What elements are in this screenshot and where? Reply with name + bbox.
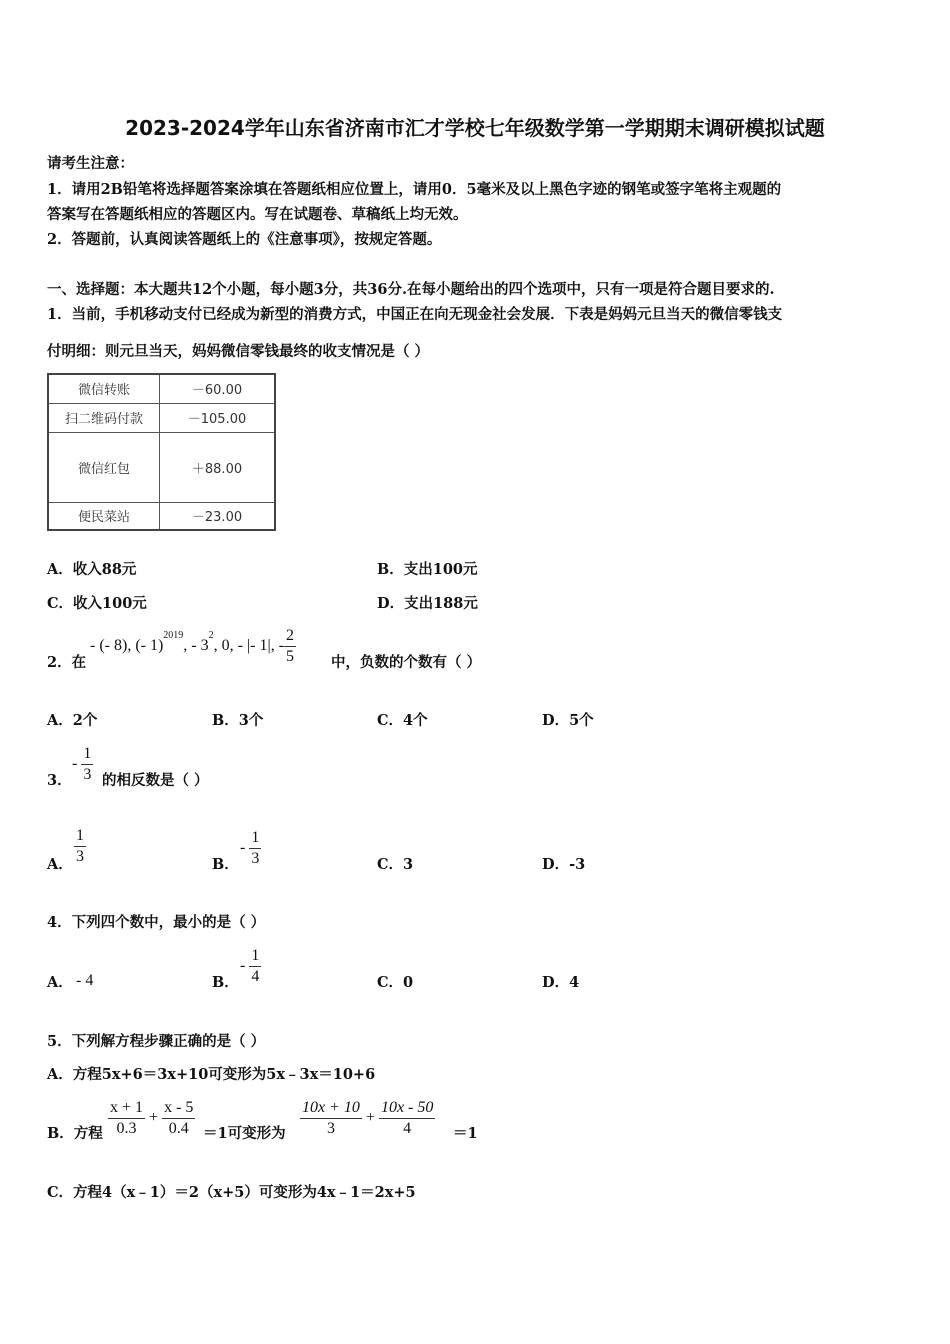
q3-a-den: 3 bbox=[76, 848, 84, 865]
q3-option-b bbox=[240, 826, 261, 870]
q2-prefix: 2．在 bbox=[47, 654, 87, 671]
q4-stem: 4．下列四个数中，最小的是（ ） bbox=[47, 914, 266, 931]
table-row bbox=[48, 502, 275, 530]
q4-b-minus: - bbox=[240, 957, 246, 974]
q5-option-b-equation-1 bbox=[108, 1095, 195, 1141]
q5-b-f3-den: 3 bbox=[326, 1119, 335, 1137]
q3-b-minus: - bbox=[240, 839, 246, 856]
q5-option-b-label: B．方程 bbox=[47, 1125, 103, 1142]
q3-option-d: D．-3 bbox=[542, 856, 586, 873]
q4-b-den: 4 bbox=[251, 967, 260, 985]
q5-stem: 5．下列解方程步骤正确的是（ ） bbox=[47, 1033, 266, 1050]
table-cell-amount: ＋88.00 bbox=[160, 432, 276, 502]
q4-option-b bbox=[240, 944, 261, 988]
q2-option-d: D．5个 bbox=[542, 712, 594, 729]
q4-b-num: 1 bbox=[249, 946, 261, 967]
q5-option-b-middle: ＝1可变形为 bbox=[203, 1125, 286, 1142]
q3-option-b-label: B． bbox=[212, 856, 239, 873]
q1-stem-line-2: 付明细：则元旦当天，妈妈微信零钱最终的收支情况是（ ） bbox=[47, 343, 430, 360]
q1-option-b: B．支出100元 bbox=[377, 561, 478, 578]
q5-b-plus: + bbox=[149, 1109, 159, 1126]
q5-option-a: A．方程5x+6＝3x+10可变形为5x﹣3x＝10+6 bbox=[47, 1066, 376, 1083]
q5-b-f1-num: x + 1 bbox=[108, 1098, 145, 1119]
notice-line-2: 2．答题前，认真阅读答题纸上的《注意事项》，按规定答题。 bbox=[47, 231, 442, 248]
q4-option-a-label: A． bbox=[47, 974, 73, 991]
q5-b-fraction-2 bbox=[162, 1098, 195, 1139]
page-title: 2023-2024学年山东省济南市汇才学校七年级数学第一学期期末调研模拟试题 bbox=[125, 116, 825, 140]
table-cell-item: 微信转账 bbox=[48, 374, 160, 403]
q5-b-f4-den: 4 bbox=[403, 1119, 412, 1137]
q1-stem-line-1: 1．当前，手机移动支付已经成为新型的消费方式，中国正在向无现金社会发展．下表是妈妈元旦当天的微信零钱支 bbox=[47, 306, 783, 323]
table-row bbox=[48, 432, 275, 502]
q3-b-num: 1 bbox=[249, 828, 261, 849]
q5-option-c: C．方程4（x﹣1）＝2（x+5）可变形为4x﹣1＝2x+5 bbox=[47, 1184, 416, 1201]
table-cell-amount: －105.00 bbox=[160, 403, 276, 432]
q3-a-fraction bbox=[74, 826, 86, 867]
q5-option-b-equation-2 bbox=[300, 1095, 435, 1141]
q1-option-c: C．收入100元 bbox=[47, 595, 147, 612]
q3-b-fraction bbox=[249, 828, 261, 869]
q3-option-a-label: A． bbox=[47, 856, 73, 873]
q2-option-c: C．4个 bbox=[377, 712, 428, 729]
q4-option-c: C．0 bbox=[377, 974, 414, 991]
q2-exp1: 2019 bbox=[163, 630, 184, 641]
section-heading: 一、选择题：本大题共12个小题，每小题3分，共36分.在每小题给出的四个选项中，只有一项是符合题目要求的. bbox=[47, 281, 775, 298]
q2-option-a: A．2个 bbox=[47, 712, 98, 729]
q2-fraction bbox=[284, 626, 296, 667]
q5-b-f1-den: 0.3 bbox=[116, 1119, 137, 1137]
q2-option-b: B．3个 bbox=[212, 712, 264, 729]
q3-option-c: C．3 bbox=[377, 856, 414, 873]
q4-option-b-label: B． bbox=[212, 974, 239, 991]
q4-b-fraction bbox=[249, 946, 261, 987]
q3-option-a bbox=[74, 826, 86, 867]
q1-option-a: A．收入88元 bbox=[47, 561, 137, 578]
q3-b-den: 3 bbox=[251, 849, 260, 867]
notice-line-1a: 1．请用2B铅笔将选择题答案涂填在答题纸相应位置上，请用0．5毫米及以上黑色字迹的钢笔或签字笔将主观题的 bbox=[47, 181, 782, 198]
q3-frac-den: 3 bbox=[83, 765, 92, 783]
q2-frac-num: 2 bbox=[284, 626, 296, 647]
table-cell-item: 微信红包 bbox=[48, 432, 160, 502]
q4-option-d: D．4 bbox=[542, 974, 580, 991]
q5-b-fraction-1 bbox=[108, 1098, 145, 1139]
q5-b-plus-2: + bbox=[365, 1109, 375, 1126]
q3-number: 3． bbox=[47, 772, 72, 789]
q2-expr-part3: , 0, - |- 1|, - bbox=[213, 637, 285, 654]
q1-option-d: D．支出188元 bbox=[377, 595, 478, 612]
table-row bbox=[48, 374, 275, 403]
table-cell-item: 扫二维码付款 bbox=[48, 403, 160, 432]
q5-b-f3-num: 10x + 10 bbox=[300, 1098, 362, 1119]
q2-suffix: 中，负数的个数有（ ） bbox=[331, 654, 482, 671]
table-cell-item: 便民菜站 bbox=[48, 502, 160, 530]
table-cell-amount: －60.00 bbox=[160, 374, 276, 403]
q3-expression bbox=[72, 742, 93, 786]
q3-suffix: 的相反数是（ ） bbox=[102, 772, 209, 789]
q3-frac-num: 1 bbox=[81, 744, 93, 765]
q5-b-f2-num: x - 5 bbox=[162, 1098, 195, 1119]
q2-expr-part2: , - 3 bbox=[183, 637, 209, 654]
q5-b-f4-num: 10x - 50 bbox=[379, 1098, 435, 1119]
payment-table bbox=[47, 373, 276, 531]
table-row bbox=[48, 403, 275, 432]
notice-line-1b: 答案写在答题纸相应的答题区内。写在试题卷、草稿纸上均无效。 bbox=[47, 206, 468, 223]
q2-expression bbox=[90, 624, 296, 668]
q3-fraction bbox=[81, 744, 93, 785]
q3-minus: - bbox=[72, 755, 78, 772]
q5-option-b-end: ＝1 bbox=[453, 1125, 478, 1142]
q3-a-num: 1 bbox=[74, 826, 86, 847]
notice-heading: 请考生注意： bbox=[47, 155, 134, 172]
q2-frac-den: 5 bbox=[286, 647, 295, 665]
q4-option-a-value: - 4 bbox=[76, 972, 94, 989]
q2-expr-part1: - (- 8), (- 1) bbox=[90, 637, 164, 654]
table-cell-amount: －23.00 bbox=[160, 502, 276, 530]
q5-b-fraction-3 bbox=[300, 1098, 362, 1139]
q5-b-fraction-4 bbox=[379, 1098, 435, 1139]
q5-b-f2-den: 0.4 bbox=[168, 1119, 189, 1137]
q2-exp2: 2 bbox=[208, 630, 214, 641]
